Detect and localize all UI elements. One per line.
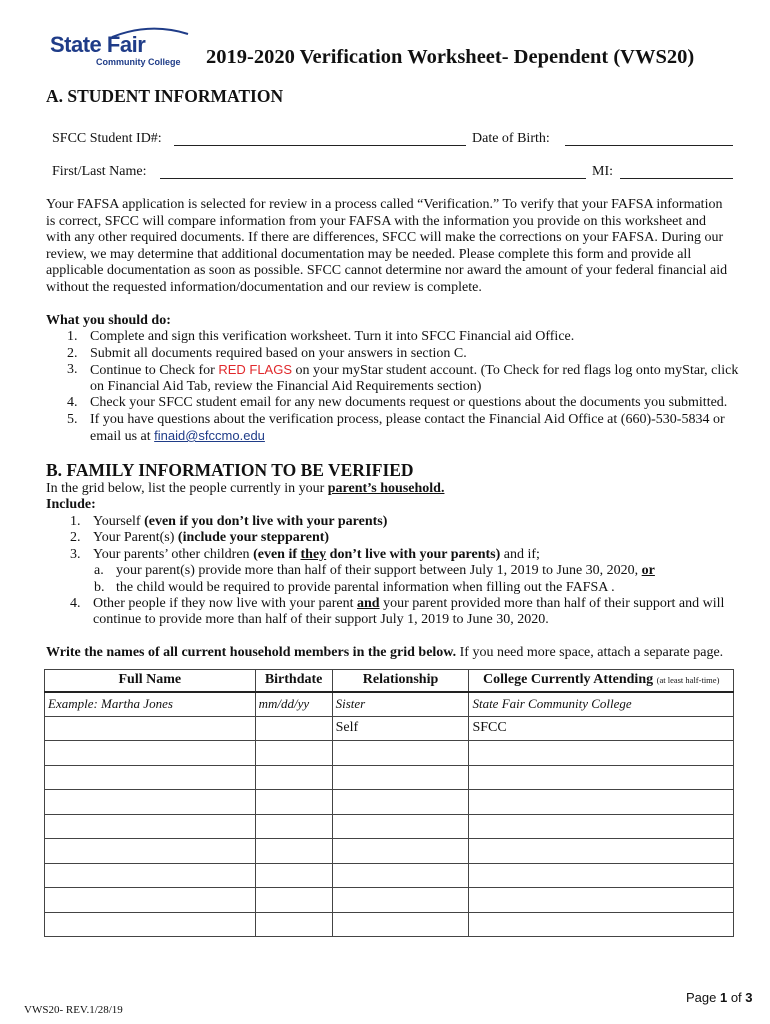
cell-birthdate[interactable]	[255, 741, 332, 766]
table-row	[45, 888, 734, 913]
email-prefix: email us at	[90, 429, 155, 444]
col-header-birthdate: Birthdate	[255, 670, 332, 692]
table-row	[45, 741, 734, 766]
email-link[interactable]: finaid@sfccmo.edu	[154, 428, 265, 443]
page-title: 2019-2020 Verification Worksheet- Dependent (VWS20)	[206, 46, 695, 68]
include-item-3-they: they	[300, 547, 327, 562]
include-item-3a	[116, 563, 655, 580]
todo-number: 5.	[67, 412, 78, 427]
cell-college[interactable]	[469, 912, 734, 937]
todo-item-3	[90, 362, 738, 380]
todo-item-5: If you have questions about the verification process, please contact the Financial Aid Office at (660)-530-5834 or	[90, 412, 725, 427]
cell-birthdate[interactable]	[255, 814, 332, 839]
cell-full-name: Example: Martha Jones	[45, 692, 256, 717]
include-item-3-bold: (even if	[253, 547, 301, 562]
cell-college[interactable]	[469, 863, 734, 888]
col-header-college-note: (at least half-time)	[656, 675, 720, 686]
include-number: 4.	[70, 596, 81, 611]
cell-full-name[interactable]	[45, 716, 256, 741]
todo-item-1: Complete and sign this verification worksheet. Turn it into SFCC Financial aid Office.	[90, 329, 575, 344]
intro-line: without the requested information/documentation and our review is complete.	[46, 279, 482, 295]
section-b-heading: B. FAMILY INFORMATION TO BE VERIFIED	[46, 460, 414, 480]
name-label: First/Last Name:	[52, 164, 147, 179]
todo-number: 4.	[67, 395, 78, 410]
cell-full-name[interactable]	[45, 765, 256, 790]
table-row	[45, 814, 734, 839]
include-item-3b: the child would be required to provide parental information when filling out the FAFSA .	[116, 580, 615, 595]
todo-item-5-cont	[90, 428, 265, 446]
cell-relationship[interactable]	[332, 765, 469, 790]
todo-number: 2.	[67, 346, 78, 361]
include-letter: a.	[94, 563, 104, 578]
grid-instructions	[46, 645, 723, 662]
todo-item-3-cont: on Financial Aid Tab, review the Financial Aid Requirements section)	[90, 379, 482, 394]
student-id-field[interactable]	[174, 145, 466, 146]
cell-birthdate[interactable]	[255, 716, 332, 741]
include-letter: b.	[94, 580, 105, 595]
intro-line: review, we may determine that additional documentation may be needed. Please complete this form and provide all	[46, 246, 692, 262]
cell-birthdate[interactable]	[255, 888, 332, 913]
cell-birthdate[interactable]	[255, 790, 332, 815]
college-logo	[50, 26, 190, 70]
table-row	[45, 790, 734, 815]
include-item-4-cont: continue to provide more than half of their support July 1, 2019 to June 30, 2020.	[93, 612, 549, 627]
include-item-1	[93, 514, 387, 531]
table-row	[45, 716, 734, 741]
col-header-full-name: Full Name	[45, 670, 256, 692]
page-total: 3	[745, 990, 753, 1005]
cell-college[interactable]	[469, 814, 734, 839]
cell-relationship: Sister	[332, 692, 469, 717]
include-label: Include:	[46, 497, 96, 512]
red-flags-text: RED FLAGS	[218, 362, 292, 377]
cell-college[interactable]	[469, 790, 734, 815]
include-item-4-and: and	[356, 596, 380, 611]
cell-college: State Fair Community College	[469, 692, 734, 717]
cell-birthdate[interactable]	[255, 765, 332, 790]
todo-item-3-text-b: on your myStar student account. (To Check for red flags log onto myStar, click	[292, 363, 739, 378]
cell-full-name[interactable]	[45, 839, 256, 864]
include-number: 2.	[70, 530, 81, 545]
include-item-3-bold-b: don’t live with your parents)	[326, 547, 501, 562]
cell-birthdate[interactable]	[255, 863, 332, 888]
intro-line: Your FAFSA application is selected for review in a process called “Verification.” To verify that your FAFSA information	[46, 197, 723, 212]
include-item-3a-text: your parent(s) provide more than half of their support between July 1, 2019 to June 30, 2020,	[116, 563, 642, 578]
name-field[interactable]	[160, 178, 586, 179]
todo-number: 3.	[67, 362, 78, 377]
page-word: Page	[686, 990, 720, 1005]
include-item-4-text-b: your parent provided more than half of their support and will	[379, 596, 725, 611]
student-id-label: SFCC Student ID#:	[52, 131, 162, 146]
page-number	[686, 990, 753, 1005]
household-grid	[44, 669, 734, 937]
todo-number: 1.	[67, 329, 78, 344]
todo-item-4: Check your SFCC student email for any new documents request or questions about the documents you submitted.	[90, 395, 728, 410]
include-number: 3.	[70, 547, 81, 562]
cell-full-name[interactable]	[45, 790, 256, 815]
include-item-4-text: Other people if they now live with your parent	[93, 596, 357, 611]
include-item-3	[93, 547, 540, 564]
table-row	[45, 839, 734, 864]
logo-sub-text: Community College	[96, 57, 181, 67]
cell-college[interactable]	[469, 765, 734, 790]
include-item-2-bold: (include your stepparent)	[177, 530, 330, 545]
include-item-3-text: Your parents’ other children	[93, 547, 254, 562]
mi-field[interactable]	[620, 178, 733, 179]
cell-full-name[interactable]	[45, 863, 256, 888]
cell-relationship[interactable]	[332, 863, 469, 888]
table-row	[45, 692, 734, 717]
table-row	[45, 863, 734, 888]
cell-full-name[interactable]	[45, 814, 256, 839]
todo-item-3-text: Continue to Check for	[90, 363, 219, 378]
col-header-college-text: College Currently Attending	[483, 672, 654, 688]
dob-field[interactable]	[565, 145, 733, 146]
grid-header-row	[45, 670, 734, 692]
cell-relationship[interactable]	[332, 814, 469, 839]
cell-full-name[interactable]	[45, 741, 256, 766]
of-word: of	[727, 990, 746, 1005]
cell-relationship[interactable]: Self	[332, 716, 469, 741]
cell-birthdate[interactable]	[255, 912, 332, 937]
include-number: 1.	[70, 514, 81, 529]
intro-line: is correct, SFCC will compare information from your FAFSA with the information you provide on this worksheet and	[46, 213, 706, 229]
cell-college[interactable]	[469, 741, 734, 766]
cell-college[interactable]	[469, 839, 734, 864]
cell-full-name[interactable]	[45, 888, 256, 913]
cell-birthdate: mm/dd/yy	[255, 692, 332, 717]
logo-main-text: State Fair	[50, 32, 146, 57]
cell-birthdate[interactable]	[255, 839, 332, 864]
grid-intro-household: parent’s household.	[327, 481, 445, 496]
intro-line: applicable documentation as soon as possible. SFCC cannot determine nor award the amount of your federal financial aid	[46, 263, 728, 279]
include-item-1-bold: (even if you don’t live with your parents)	[144, 514, 388, 529]
todo-item-2: Submit all documents required based on your answers in section C.	[90, 346, 467, 361]
grid-instructions-bold: Write the names of all current household members in the grid below.	[46, 645, 457, 660]
include-item-3a-or: or	[641, 563, 655, 578]
revision-footer: VWS20- REV.1/28/19	[24, 1004, 123, 1016]
include-item-2-text: Your Parent(s)	[93, 530, 178, 545]
include-item-2	[93, 530, 329, 547]
table-row	[45, 765, 734, 790]
cell-relationship[interactable]	[332, 741, 469, 766]
table-row	[45, 912, 734, 937]
cell-college[interactable]	[469, 888, 734, 913]
include-item-3-end: and if;	[500, 547, 540, 562]
grid-intro-text: In the grid below, list the people currently in your	[46, 481, 328, 496]
section-a-heading: A. STUDENT INFORMATION	[46, 86, 284, 106]
include-item-1-text: Yourself	[93, 514, 145, 529]
cell-relationship[interactable]	[332, 888, 469, 913]
cell-full-name[interactable]	[45, 912, 256, 937]
todo-heading: What you should do:	[46, 313, 171, 328]
col-header-college	[469, 670, 734, 692]
cell-college[interactable]: SFCC	[469, 716, 734, 741]
cell-relationship[interactable]	[332, 790, 469, 815]
dob-label: Date of Birth:	[472, 131, 550, 146]
cell-relationship[interactable]	[332, 912, 469, 937]
page-current: 1	[719, 990, 728, 1005]
intro-line: with any other required documents. If there are differences, SFCC will make the corrections on your FAFSA. During our	[46, 230, 724, 246]
grid-intro	[46, 481, 444, 498]
intro-paragraph	[46, 197, 736, 297]
include-item-4	[93, 596, 724, 613]
cell-relationship[interactable]	[332, 839, 469, 864]
col-header-relationship: Relationship	[332, 670, 469, 692]
mi-label: MI:	[592, 164, 613, 179]
grid-instructions-rest: If you need more space, attach a separate page.	[456, 645, 724, 660]
